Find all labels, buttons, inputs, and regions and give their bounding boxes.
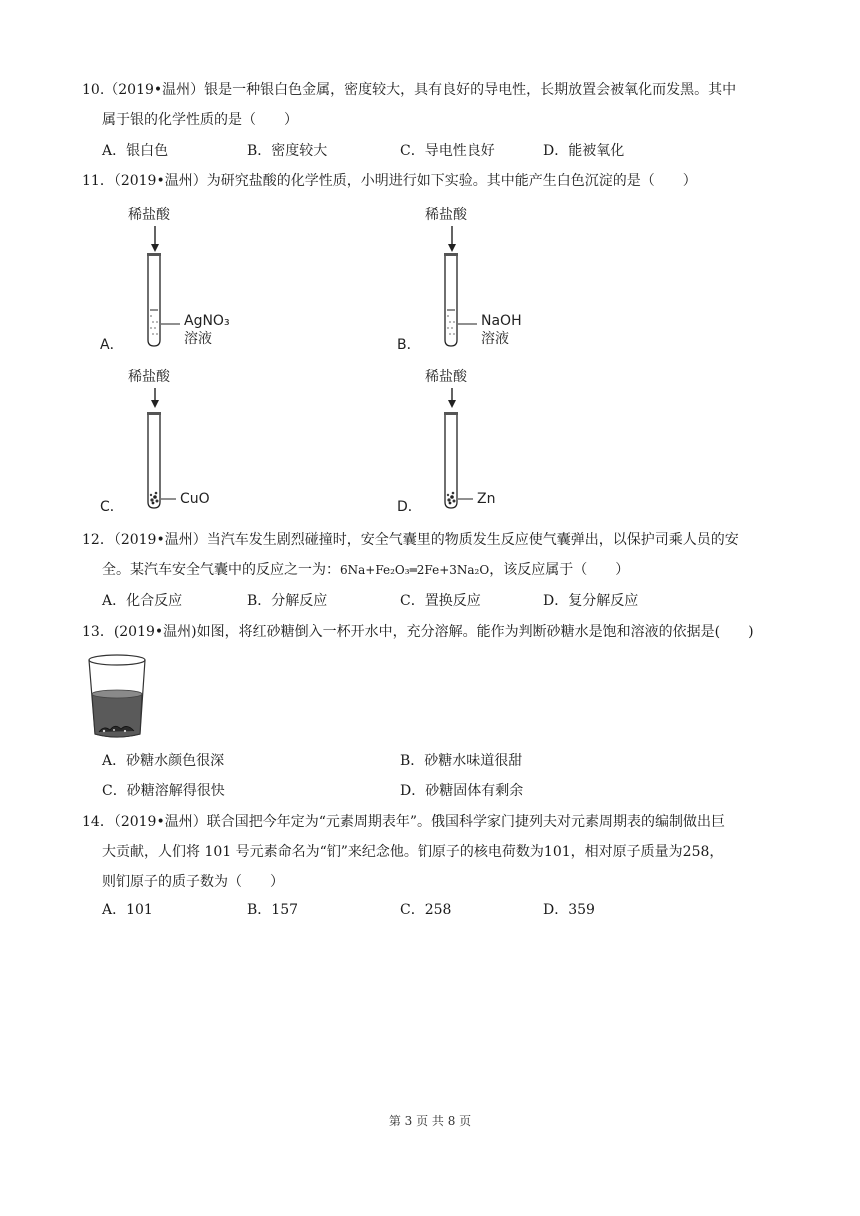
q10-option-c: C．导电性良好 <box>400 143 495 159</box>
tube-label-1: Zn <box>477 491 496 507</box>
q12-option-b: B．分解反应 <box>247 593 328 609</box>
tube-label-1: AgNO₃ <box>184 313 230 329</box>
beaker-sugar-icon <box>84 652 154 740</box>
q14-line-3: 则钔原子的质子数为（ ） <box>102 874 284 890</box>
q11-figure-d <box>397 362 597 517</box>
q10-line-1: 10.（2019•温州）银是一种银白色金属，密度较大，具有良好的导电性，长期放置会被氧化而发黑。其中 <box>82 82 737 98</box>
tube-label-2: 溶液 <box>184 331 212 347</box>
q13-option-b: B．砂糖水味道很甜 <box>400 753 523 769</box>
q14-line-1: 14．（2019•温州）联合国把今年定为“元素周期表年”。俄国科学家门捷列夫对元素周期表的编制做出巨 <box>82 814 726 830</box>
q11-figure-c <box>100 362 300 517</box>
q11-figure-a <box>100 200 300 355</box>
q13-line-1: 13．(2019•温州)如图，将红砂糖倒入一杯开水中，充分溶解。能作为判断砂糖水是饱和溶液的依据是( ) <box>82 624 754 640</box>
q13-option-d: D．砂糖固体有剩余 <box>400 783 524 799</box>
figure-letter: A． <box>100 337 124 353</box>
reagent-label: 稀盐酸 <box>425 369 467 385</box>
q11-line-1: 11．（2019•温州）为研究盐酸的化学性质，小明进行如下实验。其中能产生白色沉淀的是（ ） <box>82 173 697 189</box>
tube-label-1: NaOH <box>481 313 522 329</box>
page-footer: 第 3 页 共 8 页 <box>388 1114 472 1128</box>
q12-line-2-prefix: 全。某汽车安全气囊中的反应之一为： <box>102 562 340 578</box>
q14-option-a: A．101 <box>102 902 153 918</box>
q12-option-c: C．置换反应 <box>400 593 481 609</box>
q14-option-d: D．359 <box>543 902 595 918</box>
q10-line-2: 属于银的化学性质的是（ ） <box>102 112 298 128</box>
tube-label-1: CuO <box>180 491 210 507</box>
q12-option-d: D．复分解反应 <box>543 593 639 609</box>
q14-option-b: B．157 <box>247 902 299 918</box>
reagent-label: 稀盐酸 <box>128 369 170 385</box>
q12-equation: 6Na+Fe₂O₃═2Fe+3Na₂O <box>340 563 490 577</box>
tube-label-2: 溶液 <box>481 331 509 347</box>
q12-option-a: A．化合反应 <box>102 593 183 609</box>
q10-option-d: D．能被氧化 <box>543 143 625 159</box>
q13-option-c: C．砂糖溶解得很快 <box>102 783 225 799</box>
figure-letter: D． <box>397 499 422 515</box>
q14-line-2: 大贡献，人们将 101 号元素命名为“钔”来纪念他。钔原子的核电荷数为101，相对原子质量为258， <box>102 844 724 860</box>
figure-letter: C． <box>100 499 124 515</box>
figure-letter: B． <box>397 337 421 353</box>
test-tube-solid-icon <box>397 362 597 517</box>
q14-option-c: C．258 <box>400 902 452 918</box>
reagent-label: 稀盐酸 <box>128 207 170 223</box>
q11-figure-b <box>397 200 597 355</box>
q12-line-2-suffix: ，该反应属于（ ） <box>489 562 630 578</box>
q12-line-2 <box>102 560 629 580</box>
reagent-label: 稀盐酸 <box>425 207 467 223</box>
q10-option-b: B．密度较大 <box>247 143 328 159</box>
q12-line-1: 12．（2019•温州）当汽车发生剧烈碰撞时，安全气囊里的物质发生反应使气囊弹出，以保护司乘人员的安 <box>82 532 739 548</box>
q10-option-a: A．银白色 <box>102 143 169 159</box>
q13-option-a: A．砂糖水颜色很深 <box>102 753 225 769</box>
